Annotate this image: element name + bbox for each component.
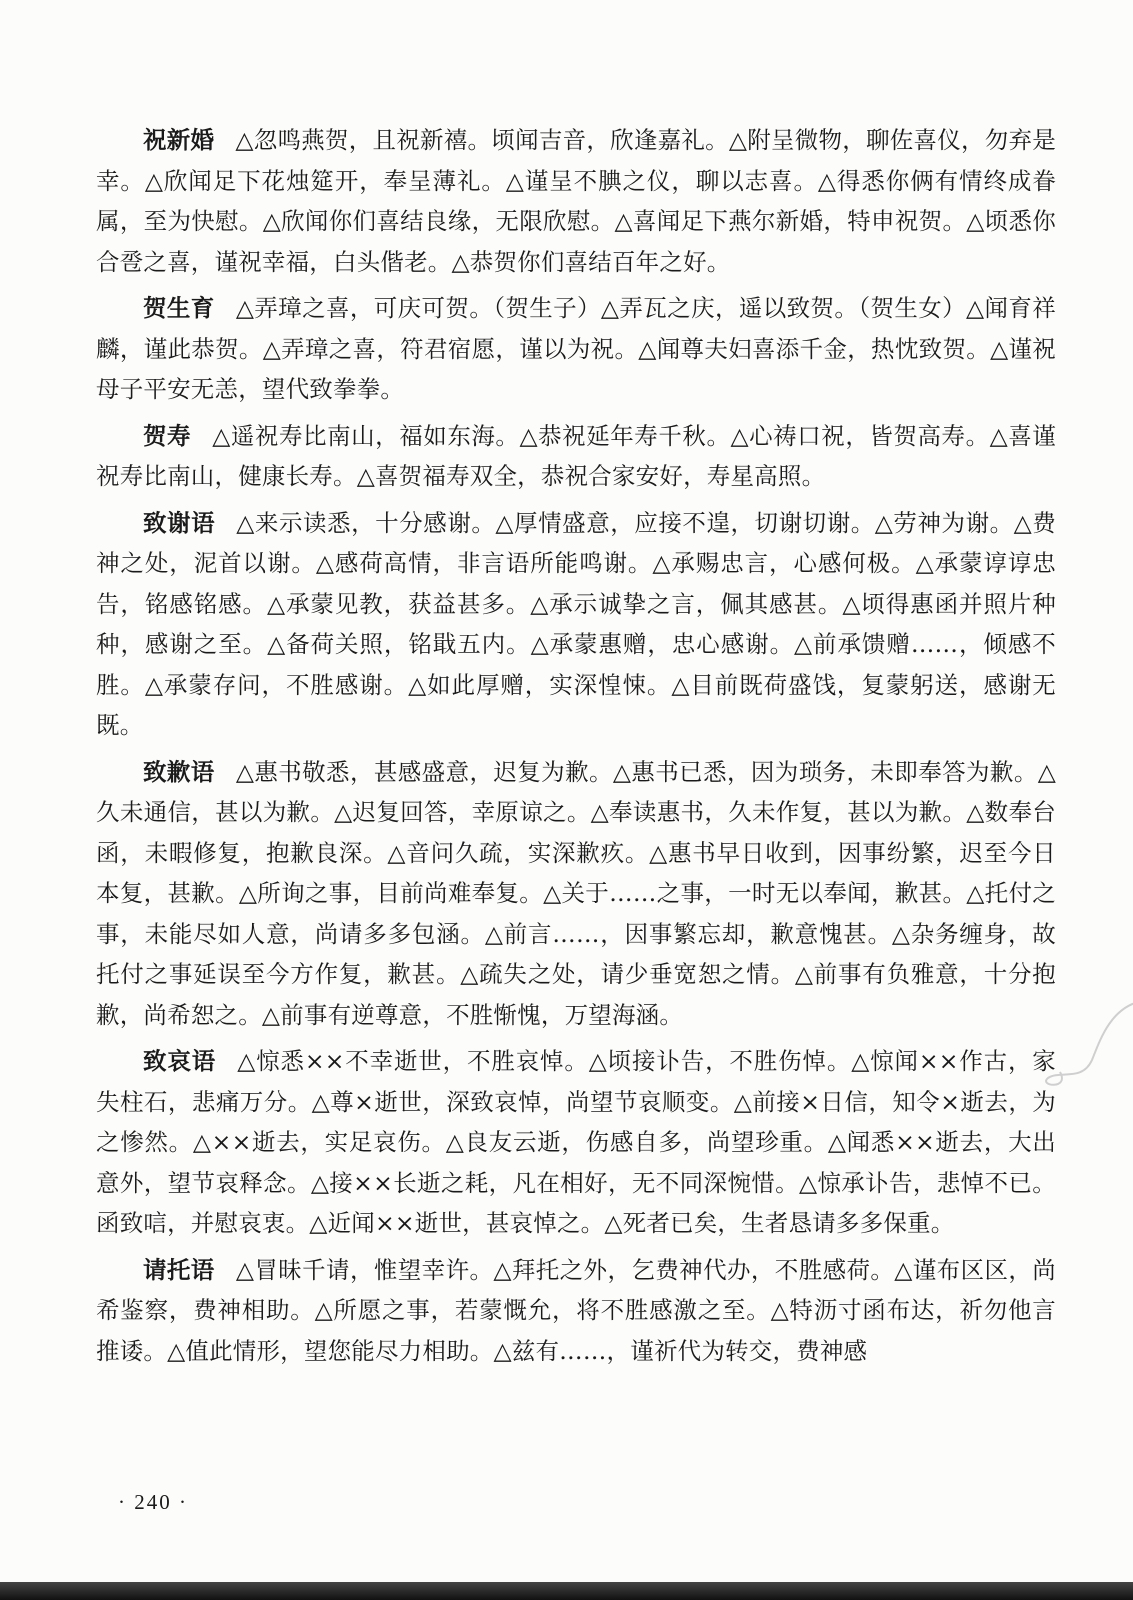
section-congratulate-birthday [96,416,1056,497]
section-body: △忽鸣燕贺，且祝新禧。顷闻吉音，欣逢嘉礼。△附呈微物，聊佐喜仪，勿弃是幸。△欣闻足下花烛筵开，奉呈薄礼。△谨呈不腆之仪，聊以志喜。△得悉你俩有情终成眷属，至为快慰。△欣闻你们喜结良缘，无限欣慰。△喜闻足下燕尔新婚，特申祝贺。△顷悉你合卺之喜，谨祝幸福，白头偕老。△恭贺你们喜结百年之好。 [96,126,1056,276]
section-heading: 致哀语 [143,1047,217,1075]
section-condolence [96,1041,1056,1244]
section-body: △惠书敬悉，甚感盛意，迟复为歉。△惠书已悉，因为琐务，未即奉答为歉。△久未通信，甚以为歉。△迟复回答，幸原谅之。△奉读惠书，久未作复，甚以为歉。△数奉台函，未暇修复，抱歉良深。△音问久疏，实深歉疚。△惠书早日收到，因事纷繁，迟至今日本复，甚歉。△所询之事，目前尚难奉复。△关于……之事，一时无以奉闻，歉甚。△托付之事，未能尽如人意，尚请多多包涵。△前言……，因事繁忘却，歉意愧甚。△杂务缠身，故托付之事延误至今方作复，歉甚。△疏失之处，请少垂宽恕之情。△前事有负雅意，十分抱歉，尚希恕之。△前事有逆尊意，不胜惭愧，万望海涵。 [96,757,1056,1029]
section-congratulate-wedding [96,120,1056,282]
section-body: △来示读悉，十分感谢。△厚情盛意，应接不遑，切谢切谢。△劳神为谢。△费神之处，泥首以谢。△感荷高情，非言语所能鸣谢。△承赐忠言，心感何极。△承蒙谆谆忠告，铭感铭感。△承蒙见教，获益甚多。△承示诚挚之言，佩其感甚。△顷得惠函并照片种种，感谢之至。△备荷关照，铭戢五内。△承蒙惠赠，忠心感谢。△前承馈赠……，倾感不胜。△承蒙存问，不胜感谢。△如此厚赠，实深惶悚。△目前既荷盛饯，复蒙躬送，感谢无既。 [96,508,1056,739]
section-thanks [96,503,1056,746]
section-request [96,1250,1056,1372]
section-heading: 请托语 [143,1255,215,1284]
section-heading: 贺寿 [143,421,192,450]
section-body: △遥祝寿比南山，福如东海。△恭祝延年寿千秋。△心祷口祝，皆贺高寿。△喜谨祝寿比南山，健康长寿。△喜贺福寿双全，恭祝合家安好，寿星高照。 [96,421,1056,490]
section-heading: 致谢语 [143,508,216,537]
section-apology [96,752,1056,1036]
page-number: · 240 · [118,1490,188,1514]
section-body: △冒昧千请，惟望幸许。△拜托之外，乞费神代办，不胜感荷。△谨布区区，尚希鉴察，费神相助。△所愿之事，若蒙慨允，将不胜感激之至。△特沥寸函布达，祈勿他言推诿。△值此情形，望您能尽力相助。△兹有……，谨祈代为转交，费神感 [96,1255,1056,1365]
section-congratulate-birth [96,288,1056,410]
section-heading: 祝新婚 [143,126,215,154]
section-heading: 致歉语 [143,757,215,786]
section-heading: 贺生育 [143,294,215,322]
section-body: △惊悉××不幸逝世，不胜哀悼。△顷接讣告，不胜伤悼。△惊闻××作古，家失柱石，悲痛万分。△尊×逝世，深致哀悼，尚望节哀顺变。△前接×日信，知令×逝去，为之惨然。△××逝去，实足哀伤。△良友云逝，伤感自多，尚望珍重。△闻悉××逝去，大出意外，望节哀释念。△接××长逝之耗，凡在相好，无不同深惋惜。△惊承讣告，悲悼不已。函致唁，并慰哀衷。△近闻××逝世，甚哀悼之。△死者已矣，生者恳请多多保重。 [96,1047,1056,1237]
section-body: △弄璋之喜，可庆可贺。（贺生子）△弄瓦之庆，遥以致贺。（贺生女）△闻育祥麟，谨此恭贺。△弄璋之喜，符君宿愿，谨以为祝。△闻尊夫妇喜添千金，热忱致贺。△谨祝母子平安无恙，望代致拳拳。 [96,294,1056,403]
scan-bottom-edge [0,1582,1133,1600]
page-content [96,120,1056,1377]
